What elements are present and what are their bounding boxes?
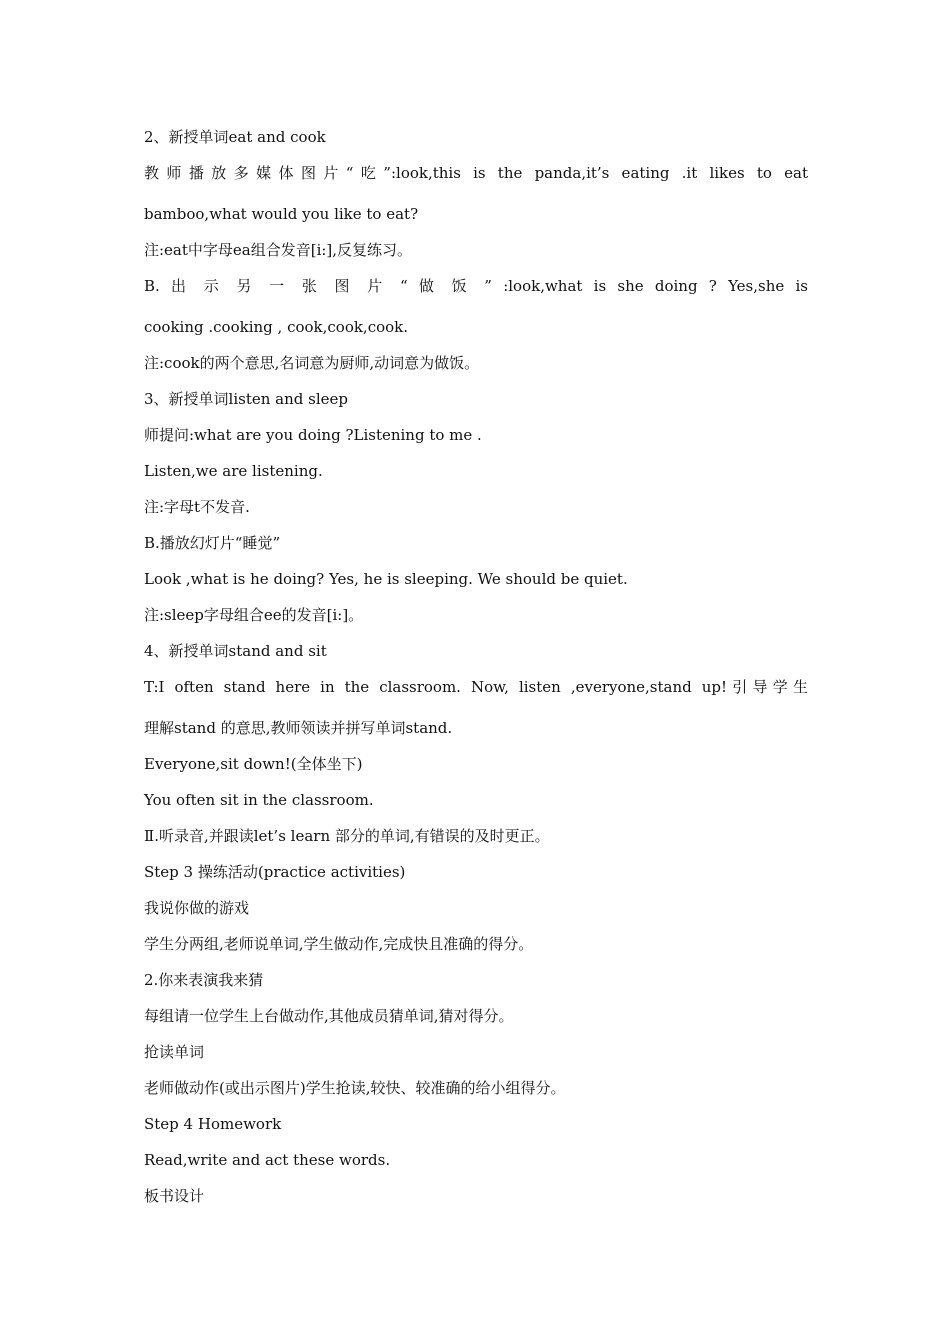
- heading-eat-cook: 2、新授单词eat and cook: [144, 128, 326, 146]
- heading-board-design: 板书设计: [144, 1187, 205, 1205]
- paragraph-line: B.播放幻灯片“睡觉”: [144, 534, 281, 552]
- paragraph-line: 老师做动作(或出示图片)学生抢读,较快、较准确的给小组得分。: [144, 1079, 566, 1097]
- paragraph-line: 每组请一位学生上台做动作,其他成员猜单词,猜对得分。: [144, 1007, 514, 1025]
- heading-listen-sleep: 3、新授单词listen and sleep: [144, 390, 348, 408]
- paragraph-line: 2.你来表演我来猜: [144, 971, 264, 989]
- paragraph-line: Look ,what is he doing? Yes, he is sleeping. We should be quiet.: [144, 570, 628, 588]
- paragraph-line: Everyone,sit down!(全体坐下): [144, 755, 363, 773]
- heading-step-4: Step 4 Homework: [144, 1115, 282, 1133]
- note-line: 注:eat中字母ea组合发音[i:],反复练习。: [144, 241, 413, 259]
- paragraph-line: Ⅱ.听录音,并跟读let’s learn 部分的单词,有错误的及时更正。: [144, 827, 550, 845]
- paragraph-line: Listen,we are listening.: [144, 462, 323, 480]
- paragraph-line: 教师播放多媒体图片“吃”:look,this is the panda,it’s eating .it likes to eat: [144, 164, 808, 182]
- paragraph-line: 理解stand 的意思,教师领读并拼写单词stand.: [144, 719, 453, 737]
- paragraph-line: cooking .cooking , cook,cook,cook.: [144, 318, 409, 336]
- paragraph-line: bamboo,what would you like to eat?: [144, 205, 419, 223]
- paragraph-line: 学生分两组,老师说单词,学生做动作,完成快且准确的得分。: [144, 935, 534, 953]
- paragraph-line: B. 出 示 另 一 张 图 片 “ 做 饭 ” :look,what is she doing ? Yes,she is: [144, 277, 808, 295]
- heading-stand-sit: 4、新授单词stand and sit: [144, 642, 327, 660]
- note-line: 注:sleep字母组合ee的发音[i:]。: [144, 606, 364, 624]
- paragraph-line: Read,write and act these words.: [144, 1151, 391, 1169]
- paragraph-line: You often sit in the classroom.: [144, 791, 374, 809]
- paragraph-line: 抢读单词: [144, 1043, 205, 1061]
- heading-step-3: Step 3 操练活动(practice activities): [144, 863, 406, 881]
- paragraph-line: 我说你做的游戏: [144, 899, 250, 917]
- paragraph-line: 师提问:what are you doing ?Listening to me .: [144, 426, 482, 444]
- note-line: 注:字母t不发音.: [144, 498, 250, 516]
- note-line: 注:cook的两个意思,名词意为厨师,动词意为做饭。: [144, 354, 480, 372]
- paragraph-line: T:I often stand here in the classroom. Now, listen ,everyone,stand up!引导学生: [144, 678, 808, 696]
